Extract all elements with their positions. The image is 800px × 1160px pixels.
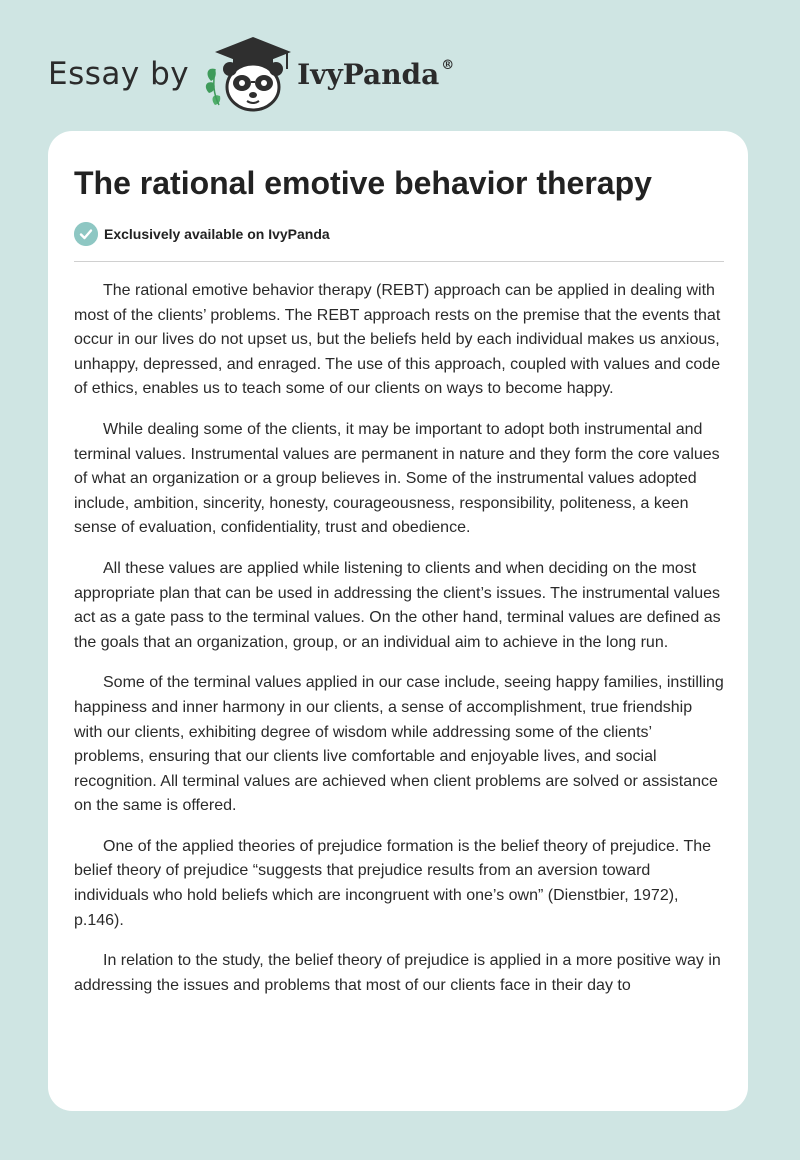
brand-name[interactable] (297, 58, 454, 91)
paragraph: The rational emotive behavior therapy (REBT) approach can be applied in dealing with most of the clients’ problems. The REBT approach rests on the premise that the events that occur in our lives do not upset us, but the beliefs held by each individual makes us anxious, unhappy, depressed, and enraged. The use of this approach, coupled with values and code of ethics, enables us to teach some of our clients on ways to become happy. (74, 282, 721, 398)
paragraph: Some of the terminal values applied in our case include, seeing happy families, instilling happiness and inner harmony in our clients, a sense of accomplishment, true friendship with our clients, exhibiting degree of wisdom while addressing some of the clients’ problems, ensuring that our clients live comfortable and enjoyable lives, and social recognition. All terminal values are achieved when client problems are solved or assistance on the same is offered. (74, 674, 724, 815)
article-card (48, 131, 748, 1111)
panda-logo-icon[interactable] (203, 35, 293, 113)
paragraph: One of the applied theories of prejudice formation is the belief theory of prejudice. The belief theory of prejudice “suggests that prejudice results from an aversion toward individuals who hold beliefs which are incongruent with one’s own” (Dienstbier, 1972), p.146). (74, 837, 712, 929)
registered-mark: ® (441, 58, 455, 74)
check-icon (74, 222, 98, 246)
paragraph: All these values are applied while listening to clients and when deciding on the most appropriate plan that can be used in addressing the client’s issues. The instrumental values act as a gate pass to the terminal values. On the other hand, terminal values are defined as the goals that an organization, group, or an individual aim to achieve in the long run. (74, 559, 721, 651)
exclusive-badge (74, 222, 330, 246)
essay-by-label: Essay by (48, 56, 190, 92)
article-body (74, 279, 724, 1014)
page-title: The rational emotive behavior therapy (74, 165, 652, 201)
brand-text: IvyPanda (297, 57, 440, 91)
exclusive-badge-label: Exclusively available on IvyPanda (104, 226, 330, 242)
site-header (48, 34, 454, 114)
paragraph: In relation to the study, the belief theory of prejudice is applied in a more positive way in addressing the issues and problems that most of our clients face in their day to (74, 952, 721, 994)
paragraph: While dealing some of the clients, it may be important to adopt both instrumental and terminal values. Instrumental values are permanent in nature and they form the core values of what an organization or a group believes in. Some of the instrumental values adopted include, ambition, sincerity, honesty, courageousness, responsibility, politeness, a keen sense of evaluation, confidentiality, trust and obedience. (74, 420, 720, 537)
divider (74, 261, 724, 262)
